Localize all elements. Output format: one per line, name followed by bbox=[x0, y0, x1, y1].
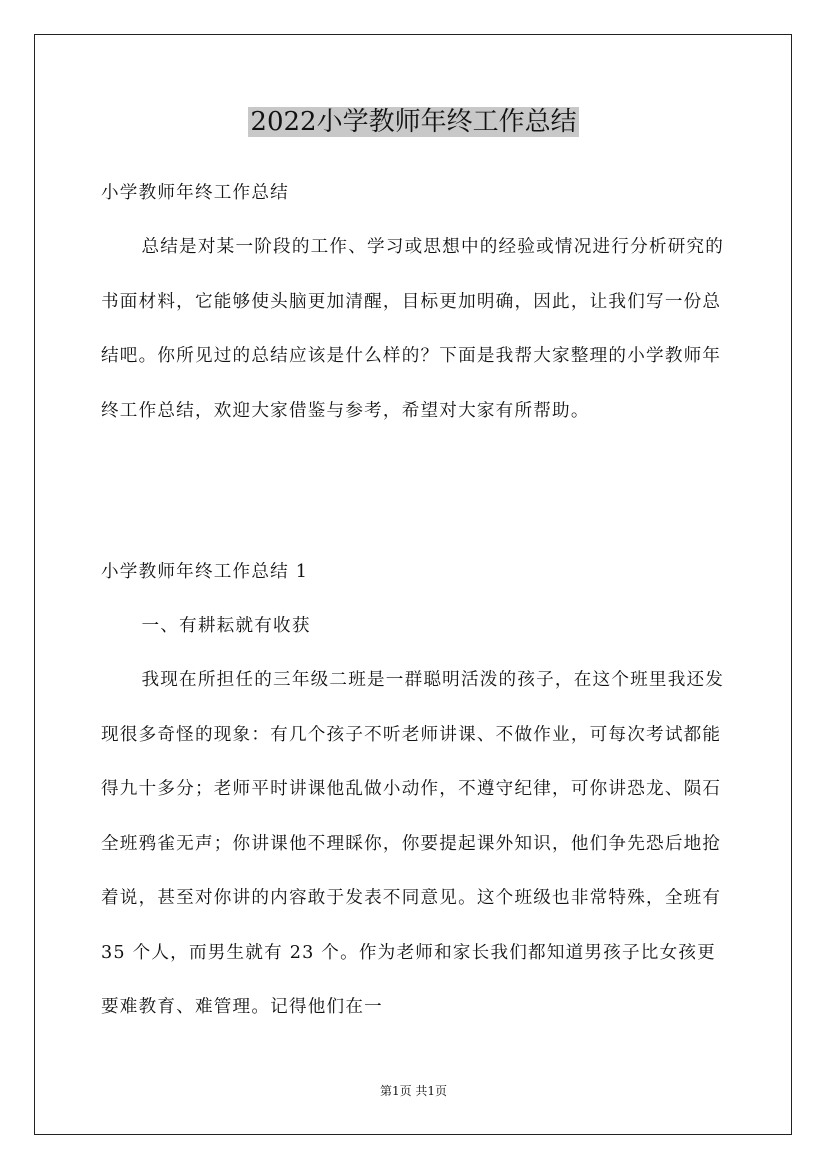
document-title-text: 2022小学教师年终工作总结 bbox=[250, 107, 577, 137]
intro-paragraph: 总结是对某一阶段的工作、学习或思想中的经验或情况进行分析研究的书面材料，它能够使头脑更加清醒，目标更加明确，因此，让我们写一份总结吧。你所见过的总结应该是什么样的？下面是我帮大家整理的小学教师年终工作总结，欢迎大家借鉴与参考，希望对大家有所帮助。 bbox=[101, 237, 725, 421]
body-paragraph: 我现在所担任的三年级二班是一群聪明活泼的孩子，在这个班里我还发现很多奇怪的现象：有几个孩子不听老师讲课、不做作业，可每次考试都能得九十多分；老师平时讲课他乱做小动作，不遵守纪律，可你讲恐龙、陨石全班鸦雀无声；你讲课他不理睬你，你要提起课外知识，他们争先恐后地抢着说，甚至对你讲的内容敢于发表不同意见。这个班级也非常特殊，全班有 35 个人，而男生就有 23 个。作为老师和家长我们都知道男孩子比女孩更要难教育、难管理。记得他们在一 bbox=[101, 670, 725, 1017]
page-footer: 第1页 共1页 bbox=[379, 1084, 448, 1098]
sub-heading: 一、有耕耘就有收获 bbox=[141, 616, 311, 636]
document-subtitle: 小学教师年终工作总结 bbox=[101, 183, 289, 203]
section-heading: 小学教师年终工作总结 1 bbox=[101, 562, 309, 582]
document-title bbox=[0, 102, 827, 142]
